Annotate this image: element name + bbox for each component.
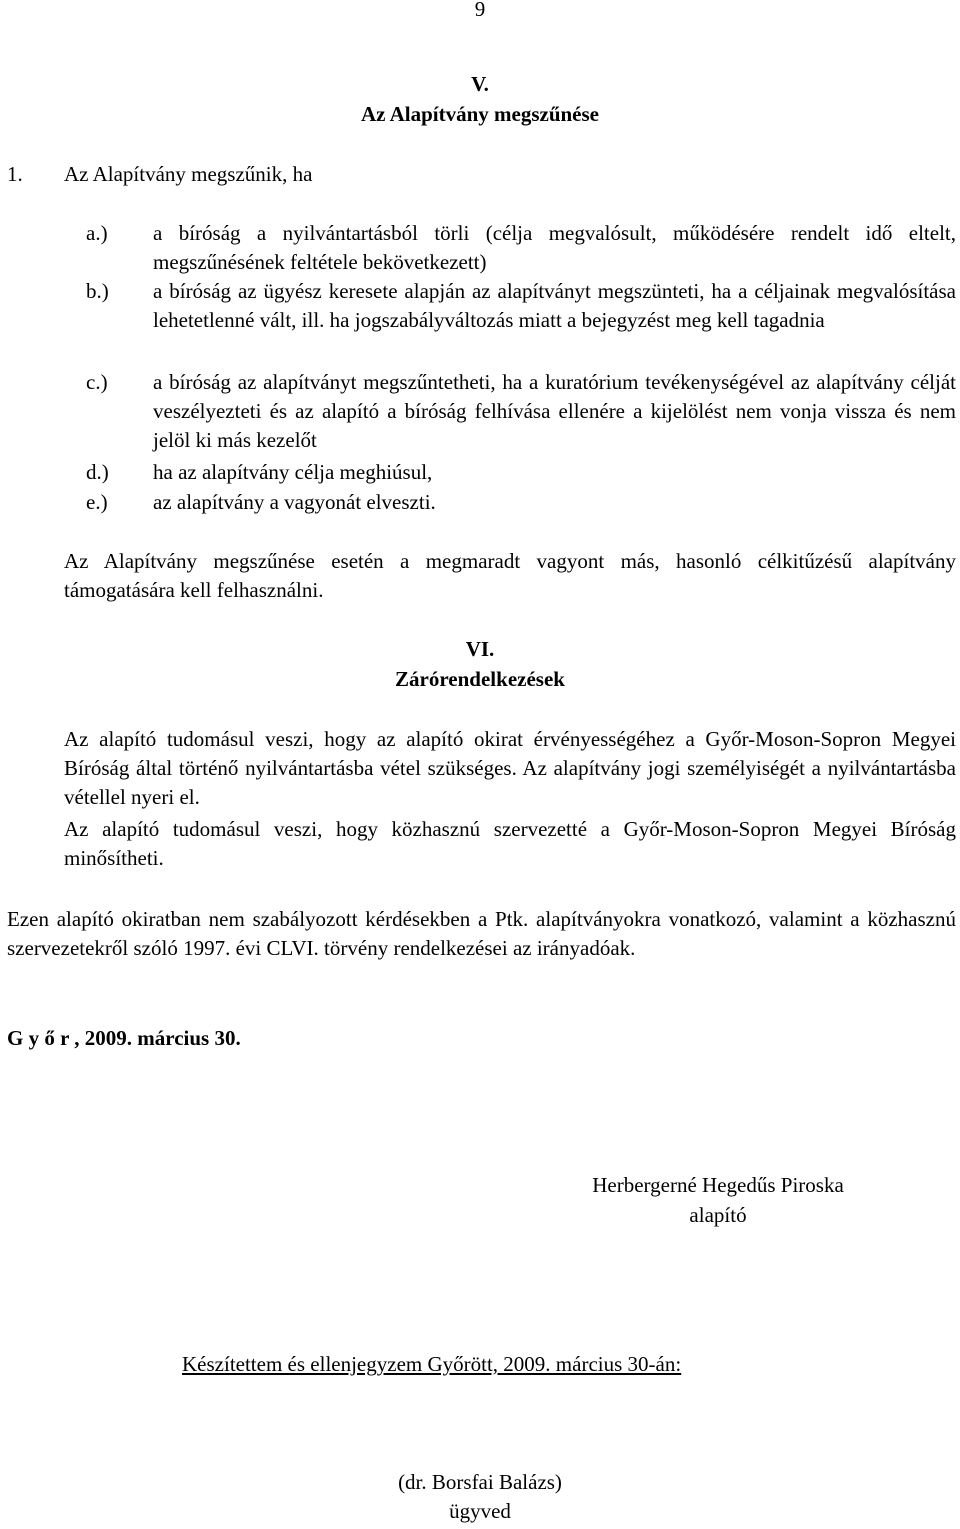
section-number: V.: [471, 72, 489, 96]
section-title: Az Alapítvány megszűnése: [361, 102, 599, 126]
intro-text: Az Alapítvány megszűnik, ha: [64, 162, 313, 186]
paragraph: Az alapító tudomásul veszi, hogy az alapító okirat érvényességéhez a Győr-Moson-Sopron Megyei Bíróság által történő nyilvántartásba vétel szükséges. Az alapítvány jogi személyiségét a nyilvántartásba vétellel nyeri el.: [64, 727, 956, 809]
list-marker: a.): [86, 221, 108, 245]
countersign-line: Készítettem és ellenjegyzem Győrött, 2009. március 30-án:: [182, 1352, 682, 1376]
list-marker: e.): [86, 490, 108, 514]
list-text: a bíróság a nyilvántartásból törli (célja megvalósult, működésére rendelt idő eltelt, megszűnésének feltétele bekövetkezett): [153, 221, 956, 274]
lawyer-role: ügyved: [449, 1499, 511, 1523]
lawyer-name: (dr. Borsfai Balázs): [398, 1470, 562, 1494]
founder-name: Herbergerné Hegedűs Piroska: [592, 1173, 844, 1197]
section-title: Zárórendelkezések: [395, 667, 565, 691]
dissolution-paragraph: Az Alapítvány megszűnése esetén a megmaradt vagyont más, hasonló célkitűzésű alapítvány támogatására kell felhasználni.: [64, 549, 956, 602]
section-number: VI.: [465, 637, 495, 661]
page-number: 9: [474, 0, 486, 21]
list-marker: b.): [86, 279, 109, 303]
list-text: a bíróság az alapítványt megszűntetheti, ha a kuratórium tevékenységével az alapítvány célját veszélyezteti és az alapító a bíróság felhívása ellenére a kijelölést nem vonja vissza és nem jelöl ki más kezelőt: [153, 370, 956, 452]
list-text: a bíróság az ügyész keresete alapján az alapítványt megszünteti, ha a céljainak megvalósítása lehetetlenné vált, ill. ha jogszabályváltozás miatt a bejegyzést meg kell tagadnia: [153, 279, 956, 332]
intro-number: 1.: [7, 162, 23, 186]
founder-role: alapító: [689, 1203, 747, 1227]
place-date: G y ő r , 2009. március 30.: [7, 1026, 241, 1050]
list-marker: c.): [86, 370, 108, 394]
paragraph: Az alapító tudomásul veszi, hogy közhasznú szervezetté a Győr-Moson-Sopron Megyei Bíróság minősítheti.: [64, 817, 956, 870]
paragraph: Ezen alapító okiratban nem szabályozott kérdésekben a Ptk. alapítványokra vonatkozó, valamint a közhasznú szervezetekről szóló 1997. évi CLVI. törvény rendelkezései az irányadóak.: [7, 907, 956, 960]
list-text: ha az alapítvány célja meghiúsul,: [153, 460, 433, 484]
list-marker: d.): [86, 460, 109, 484]
list-text: az alapítvány a vagyonát elveszti.: [153, 490, 436, 514]
